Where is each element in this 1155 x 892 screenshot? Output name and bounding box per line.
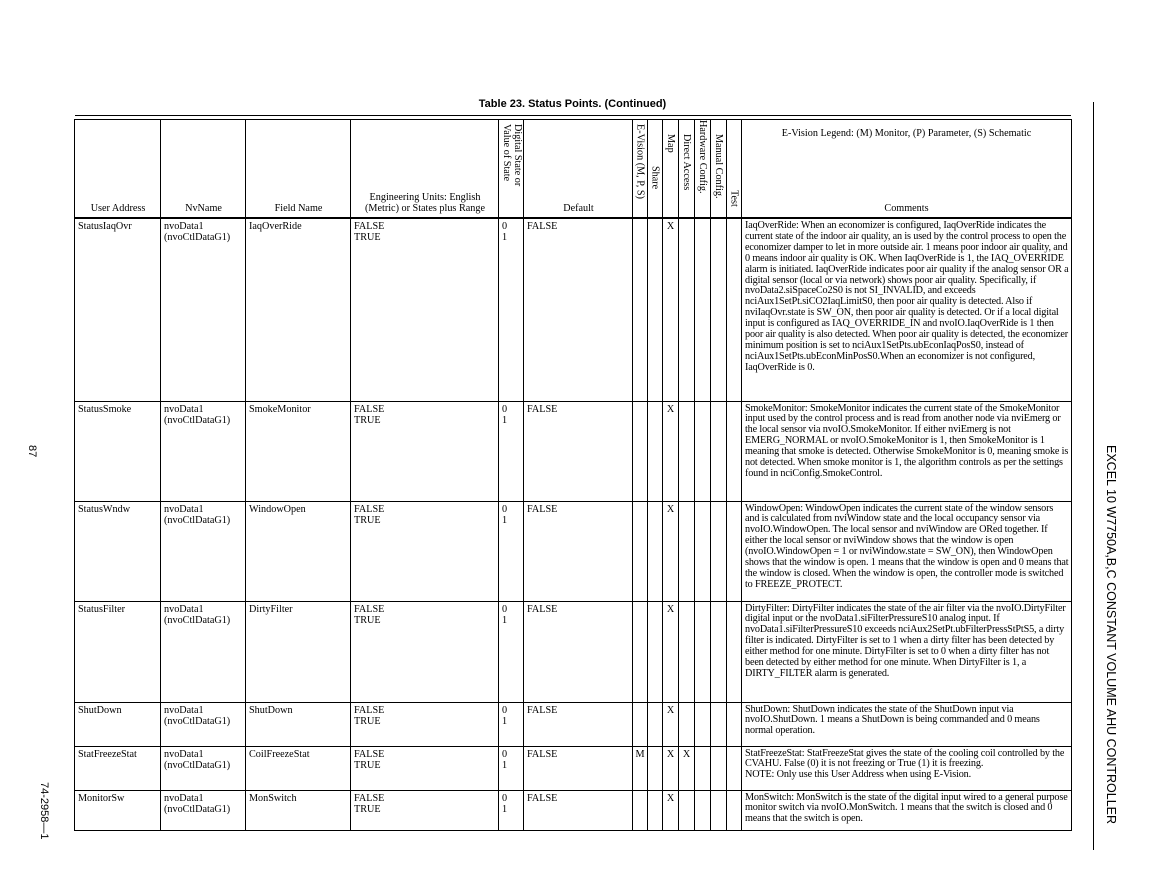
cell-evision: [633, 790, 648, 830]
table-row: [75, 601, 1072, 702]
cell-eng-units: FALSE TRUE: [351, 790, 499, 830]
cell-map: X: [663, 501, 679, 601]
cell-digital-state: 0 1: [499, 746, 524, 790]
table-row: [75, 501, 1072, 601]
cell-nv-name: nvoData1 (nvoCtlDataG1): [161, 601, 246, 702]
header-comments: [742, 120, 1072, 219]
cell-comments: SmokeMonitor: SmokeMonitor indicates the current state of the SmokeMonitor input used by the control process and is read from another node via nviEmerg or the local sensor via nvoIO.SmokeMonitor. If either nviEmerg is not EMERG_NORMAL or nvoIO.SmokeMonitor is 1, then SmokeMonitor is 1 meaning that smoke is detected. Otherwise SmokeMonitor is 0, meaning smoke is not detected. When smoke monitor is 1, the algorithm controls as per the settings found in nciConfig.SmokeControl.: [742, 401, 1072, 501]
cell-eng-units: FALSE TRUE: [351, 218, 499, 401]
cell-default: FALSE: [524, 401, 633, 501]
cell-hardware-config: [695, 218, 711, 401]
cell-test: [727, 746, 742, 790]
cell-evision: [633, 501, 648, 601]
cell-nv-name: nvoData1 (nvoCtlDataG1): [161, 401, 246, 501]
cell-hardware-config: [695, 790, 711, 830]
cell-user-address: StatusIaqOvr: [75, 218, 161, 401]
header-comments-label: Comments: [884, 203, 929, 214]
header-eng-units: Engineering Units: English (Metric) or States plus Range: [351, 120, 499, 219]
cell-user-address: StatusWndw: [75, 501, 161, 601]
cell-manual-config: [711, 218, 727, 401]
table-row: [75, 401, 1072, 501]
cell-manual-config: [711, 501, 727, 601]
cell-share: [648, 401, 663, 501]
cell-field-name: CoilFreezeStat: [246, 746, 351, 790]
cell-field-name: MonSwitch: [246, 790, 351, 830]
cell-nv-name: nvoData1 (nvoCtlDataG1): [161, 702, 246, 746]
cell-default: FALSE: [524, 790, 633, 830]
table-body: [75, 218, 1072, 830]
header-test-text: Test: [728, 190, 740, 207]
cell-digital-state: 0 1: [499, 790, 524, 830]
cell-evision: [633, 601, 648, 702]
page-number: 87: [26, 445, 38, 458]
cell-nv-name: nvoData1 (nvoCtlDataG1): [161, 218, 246, 401]
cell-manual-config: [711, 702, 727, 746]
table-title: Table 23. Status Points. (Continued): [478, 98, 667, 110]
cell-map: X: [663, 401, 679, 501]
cell-evision: [633, 218, 648, 401]
cell-eng-units: FALSE TRUE: [351, 746, 499, 790]
cell-default: FALSE: [524, 702, 633, 746]
cell-nv-name: nvoData1 (nvoCtlDataG1): [161, 501, 246, 601]
cell-field-name: ShutDown: [246, 702, 351, 746]
side-title-container: [1100, 445, 1120, 845]
header-test: [727, 120, 742, 219]
cell-hardware-config: [695, 501, 711, 601]
cell-direct-access: [679, 601, 695, 702]
cell-eng-units: FALSE TRUE: [351, 401, 499, 501]
cell-hardware-config: [695, 601, 711, 702]
cell-eng-units: FALSE TRUE: [351, 601, 499, 702]
cell-map: X: [663, 746, 679, 790]
margin-rule: [1093, 102, 1094, 850]
cell-default: FALSE: [524, 501, 633, 601]
cell-comments: StatFreezeStat: StatFreezeStat gives the state of the cooling coil controlled by the CVAHU. False (0) it is not freezing or True (1) it is freezing. NOTE: Only use this User Address when using E-Vision.: [742, 746, 1072, 790]
cell-field-name: DirtyFilter: [246, 601, 351, 702]
cell-evision: [633, 401, 648, 501]
header-digital-state-text: Digital State or Value of State: [501, 124, 523, 187]
document-number: 74-2958—1: [38, 782, 50, 840]
cell-test: [727, 501, 742, 601]
cell-evision: [633, 702, 648, 746]
header-map: [663, 120, 679, 219]
cell-digital-state: 0 1: [499, 401, 524, 501]
table-row: [75, 218, 1072, 401]
cell-eng-units: FALSE TRUE: [351, 702, 499, 746]
cell-manual-config: [711, 601, 727, 702]
cell-digital-state: 0 1: [499, 501, 524, 601]
table-row: [75, 702, 1072, 746]
cell-comments: MonSwitch: MonSwitch is the state of the digital input wired to a general purpose monitor switch via nvoIO.MonSwitch. 1 means that the switch is closed and 0 means that the switch is open.: [742, 790, 1072, 830]
evision-legend: E-Vision Legend: (M) Monitor, (P) Parameter, (S) Schematic: [781, 128, 1032, 139]
cell-direct-access: [679, 501, 695, 601]
header-map-text: Map: [665, 134, 676, 153]
header-evision: [633, 120, 648, 219]
header-direct-access-text: Direct Access: [681, 134, 692, 191]
cell-test: [727, 702, 742, 746]
header-evision-text: E-Vision (M, P, S): [634, 124, 646, 199]
header-manual-config-text: Manual Config.: [713, 134, 724, 199]
table-row: [75, 746, 1072, 790]
header-share: [648, 120, 663, 219]
cell-default: FALSE: [524, 746, 633, 790]
cell-map: X: [663, 702, 679, 746]
cell-user-address: StatusSmoke: [75, 401, 161, 501]
status-points-table: [74, 119, 1072, 831]
cell-comments: DirtyFilter: DirtyFilter indicates the state of the air filter via the nvoIO.DirtyFilter digital input or the nvoData1.siFilterPressureS10 analog input. If nvoData1.siFilterPressureS10 exceeds nciAux2SetPt.ubFilterPressStPtS5, a dirty filter is indicated. DirtyFilter is set to 1 when a dirty filter has been detected by either method for one minute. DirtyFilter is set to 0 when a dirty filter has not been detected by either method for one minute. When DirtyFilter is 1, a DIRTY_FILTER alarm is generated.: [742, 601, 1072, 702]
header-share-text: Share: [649, 166, 661, 190]
header-row: [75, 120, 1072, 219]
cell-share: [648, 790, 663, 830]
cell-map: X: [663, 601, 679, 702]
cell-evision: M: [633, 746, 648, 790]
cell-share: [648, 218, 663, 401]
cell-digital-state: 0 1: [499, 218, 524, 401]
header-manual-config: [711, 120, 727, 219]
cell-nv-name: nvoData1 (nvoCtlDataG1): [161, 746, 246, 790]
header-field-name: Field Name: [246, 120, 351, 219]
cell-comments: ShutDown: ShutDown indicates the state of the ShutDown input via nvoIO.ShutDown. 1 means a ShutDown is being commanded and 0 means normal operation.: [742, 702, 1072, 746]
cell-default: FALSE: [524, 218, 633, 401]
cell-digital-state: 0 1: [499, 702, 524, 746]
cell-test: [727, 218, 742, 401]
header-digital-state: [499, 120, 524, 219]
cell-test: [727, 401, 742, 501]
cell-direct-access: X: [679, 746, 695, 790]
cell-default: FALSE: [524, 601, 633, 702]
cell-share: [648, 746, 663, 790]
cell-map: X: [663, 790, 679, 830]
header-default: Default: [524, 120, 633, 219]
cell-share: [648, 601, 663, 702]
table-row: [75, 790, 1072, 830]
cell-comments: IaqOverRide: When an economizer is configured, IaqOverRide indicates the current state of the indoor air quality, an is used by the control process to open the economizer damper to let in more outside air. 1 means poor indoor air quality, and 0 means indoor air quality is OK. When IaqOverRide is 1, the IAQ_OVERRIDE alarm is initiated. IaqOverRide indicates poor air quality if the analog sensor OR a digital sensor (local or via network) shows poor air quality. Specifically, if nvoData2.siSpaceCo2S0 is not SI_INVALID, and exceeds nciAux1SetPt.siCO2IaqLimitS0, then poor air quality is detected. Also if nviIaqOvr.state is SW_ON, then poor air quality is detected. Or if a local digital input is configured as IAQ_OVERRIDE_IN and nvoIO.IaqOverRide is 1 then poor air quality is also detected. When poor air quality is detected, the economizer minimum position is set to nciAux1SetPts.ubEconIaqPosS0, instead of nciAux1SetPts.ubEconMinPosS0.When an economizer is not configured, IaqOverRide is 0.: [742, 218, 1072, 401]
cell-digital-state: 0 1: [499, 601, 524, 702]
cell-field-name: SmokeMonitor: [246, 401, 351, 501]
header-direct-access: [679, 120, 695, 219]
cell-comments: WindowOpen: WindowOpen indicates the current state of the window sensors and is calculated from nviWindow state and the local occupancy sensor via nvoIO.WindowOpen. The local sensor and nviWindow are ORed together. If either the local sensor or nviWindow shows that the window is open (nvoIO.WindowOpen = 1 or nviWindow.state = SW_ON), then WindowOpen shows that the window is open. 1 means that the window is open and 0 means that the window is closed. When the window is open, the controller mode is switched to FREEZE_PROTECT.: [742, 501, 1072, 601]
cell-eng-units: FALSE TRUE: [351, 501, 499, 601]
cell-user-address: MonitorSw: [75, 790, 161, 830]
cell-hardware-config: [695, 746, 711, 790]
cell-map: X: [663, 218, 679, 401]
header-hardware-config: [695, 120, 711, 219]
cell-direct-access: [679, 790, 695, 830]
cell-user-address: StatFreezeStat: [75, 746, 161, 790]
cell-share: [648, 702, 663, 746]
cell-manual-config: [711, 790, 727, 830]
cell-share: [648, 501, 663, 601]
cell-user-address: ShutDown: [75, 702, 161, 746]
cell-manual-config: [711, 401, 727, 501]
cell-field-name: IaqOverRide: [246, 218, 351, 401]
header-user-address: User Address: [75, 120, 161, 219]
header-hardware-config-text: Hardware Config.: [697, 120, 708, 194]
cell-hardware-config: [695, 702, 711, 746]
cell-manual-config: [711, 746, 727, 790]
side-title: EXCEL 10 W7750A,B,C CONSTANT VOLUME AHU CONTROLLER: [1104, 445, 1118, 825]
cell-direct-access: [679, 702, 695, 746]
cell-field-name: WindowOpen: [246, 501, 351, 601]
title-rule: [75, 115, 1071, 116]
cell-user-address: StatusFilter: [75, 601, 161, 702]
cell-direct-access: [679, 218, 695, 401]
cell-test: [727, 601, 742, 702]
cell-hardware-config: [695, 401, 711, 501]
cell-nv-name: nvoData1 (nvoCtlDataG1): [161, 790, 246, 830]
cell-test: [727, 790, 742, 830]
header-nv-name: NvName: [161, 120, 246, 219]
cell-direct-access: [679, 401, 695, 501]
